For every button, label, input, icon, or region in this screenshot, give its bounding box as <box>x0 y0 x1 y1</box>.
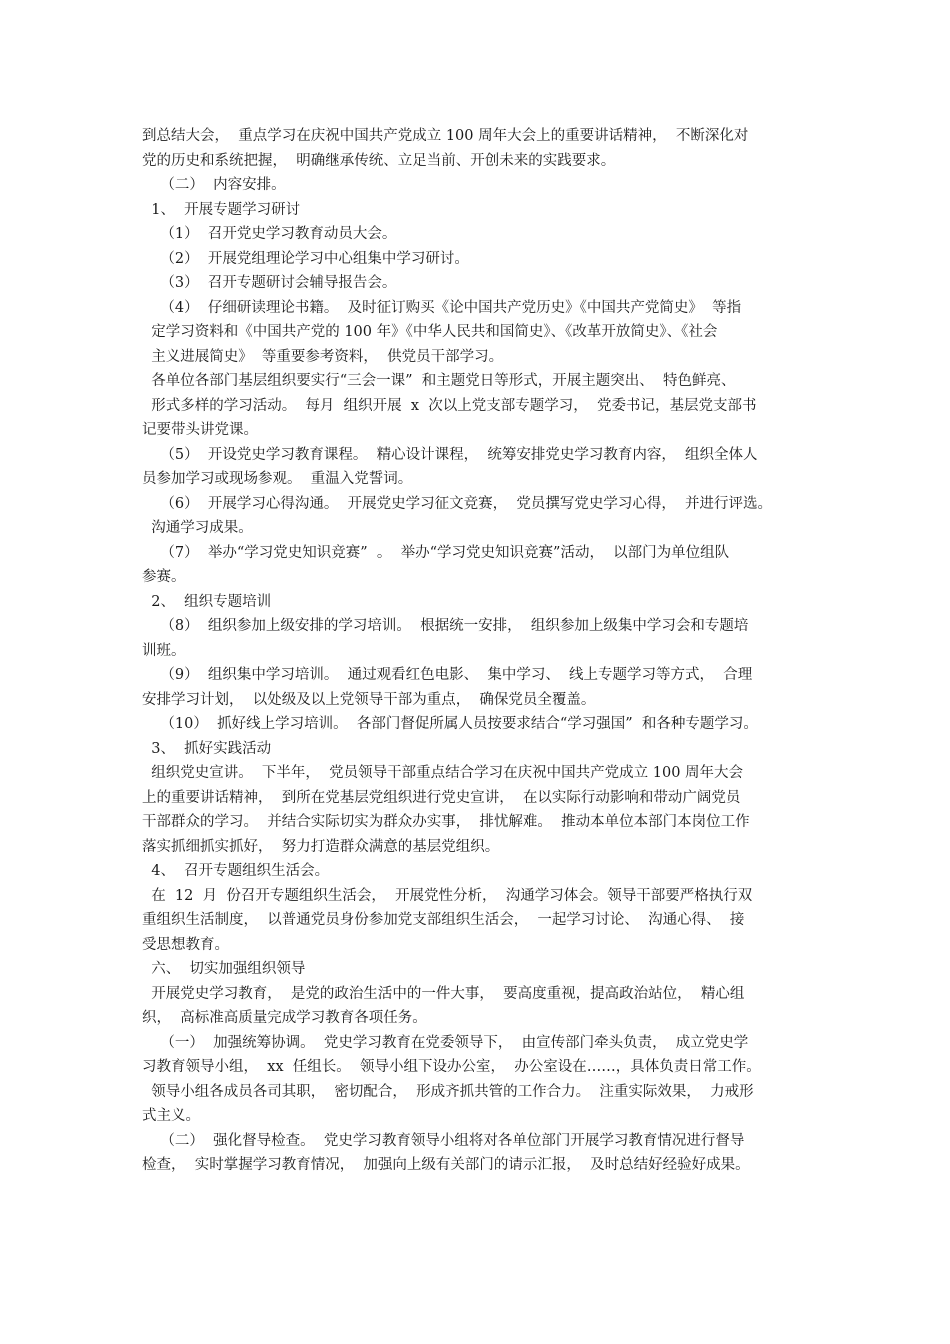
document-body <box>142 124 832 1178</box>
text-line: 员参加学习或现场参观。 重温入党誓词。 <box>142 471 413 487</box>
text-line: 沟通学习成果。 <box>142 520 253 536</box>
section-heading: 2、 组织专题培训 <box>142 593 272 610</box>
list-item: （9） 组织集中学习培训。 通过观看红色电影、 集中学习、 线上专题学习等方式， 合理 <box>142 667 753 683</box>
list-item: （3） 召开专题研讨会辅导报告会。 <box>142 275 397 291</box>
section-heading: 3、 抓好实践活动 <box>142 740 272 757</box>
text-line: 习教育领导小组， xx 任组长。 领导小组下设办公室， 办公室设在……，具体负责日常工作。 <box>142 1059 761 1075</box>
text-line: 落实抓细抓实抓好， 努力打造群众满意的基层党组织。 <box>142 838 500 855</box>
section-heading: 六、 切实加强组织领导 <box>142 961 306 977</box>
text-line: 到总结大会， 重点学习在庆祝中国共产党成立 100 周年大会上的重要讲话精神， 不断深化对 <box>142 128 749 144</box>
list-item: （5） 开设党史学习教育课程。 精心设计课程， 统筹安排党史学习教育内容， 组织全体人 <box>142 446 758 463</box>
list-item: （1） 召开党史学习教育动员大会。 <box>142 226 397 242</box>
text-line: 安排学习计划， 以处级及以上党领导干部为重点， 确保党员全覆盖。 <box>142 691 596 708</box>
text-line: 重组织生活制度， 以普通党员身份参加党支部组织生活会， 一起学习讨论、 沟通心得、 接 <box>142 912 745 928</box>
list-item: （6） 开展学习心得沟通。 开展党史学习征文竞赛， 党员撰写党史学习心得， 并进行评选。 <box>142 495 773 512</box>
list-item: （4） 仔细研读理论书籍。 及时征订购买《论中国共产党历史》《中国共产党简史》 等指 <box>142 299 742 316</box>
text-line: 式主义。 <box>142 1108 200 1124</box>
text-line: 记要带头讲党课。 <box>142 422 258 438</box>
text-line: 定学习资料和《中国共产党的 100 年》《中华人民共和国简史》、《改革开放简史》、《社会 <box>142 324 718 340</box>
list-item: （一） 加强统筹协调。 党史学习教育在党委领导下， 由宣传部门牵头负责， 成立党史学 <box>142 1034 749 1051</box>
list-item: （8） 组织参加上级安排的学习培训。 根据统一安排， 组织参加上级集中学习会和专题培 <box>142 618 749 634</box>
list-item: （2） 开展党组理论学习中心组集中学习研讨。 <box>142 250 469 267</box>
text-line: 检查， 实时掌握学习教育情况， 加强向上级有关部门的请示汇报， 及时总结好经验好成果。 <box>142 1157 750 1173</box>
text-line: 在 12 月 份召开专题组织生活会， 开展党性分析， 沟通学习体会。领导干部要严格执行双 <box>142 887 753 904</box>
section-heading: 1、 开展专题学习研讨 <box>142 201 301 218</box>
text-line: 上的重要讲话精神， 到所在党基层党组织进行党史宣讲， 在以实际行动影响和带动广阔党员 <box>142 789 741 806</box>
text-line: 织， 高标准高质量完成学习教育各项任务。 <box>142 1010 427 1026</box>
text-line: 参赛。 <box>142 569 186 585</box>
text-line: 干部群众的学习。 并结合实际切实为群众办实事， 排忧解难。 推动本单位本部门本岗位工作 <box>142 814 750 830</box>
text-line: 组织党史宣讲。 下半年， 党员领导干部重点结合学习在庆祝中国共产党成立 100 周年大会 <box>142 765 744 781</box>
section-heading: 4、 召开专题组织生活会。 <box>142 863 330 879</box>
text-line: 主义进展简史》 等重要参考资料， 供党员干部学习。 <box>142 348 504 365</box>
text-line: 形式多样的学习活动。 每月 组织开展 x 次以上党支部专题学习， 党委书记，基层党支部书 <box>142 397 757 414</box>
section-heading: （二） 内容安排。 <box>142 177 286 193</box>
text-line: 各单位各部门基层组织要实行“三会一课” 和主题党日等形式，开展主题突出、 特色鲜亮、 <box>142 373 736 389</box>
list-item: （10） 抓好线上学习培训。 各部门督促所属人员按要求结合“学习强国” 和各种专题学习。 <box>142 716 758 732</box>
text-line: 党的历史和系统把握， 明确继承传统、立足当前、开创未来的实践要求。 <box>142 152 616 169</box>
list-item: （二） 强化督导检查。 党史学习教育领导小组将对各单位部门开展学习教育情况进行督导 <box>142 1132 745 1149</box>
text-line: 受思想教育。 <box>142 936 229 953</box>
text-line: 训班。 <box>142 642 186 659</box>
text-line: 开展党史学习教育， 是党的政治生活中的一件大事， 要高度重视，提高政治站位， 精心组 <box>142 985 745 1002</box>
list-item: （7） 举办“学习党史知识竞赛” 。 举办“学习党史知识竞赛”活动， 以部门为单位组队 <box>142 544 730 561</box>
text-line: 领导小组各成员各司其职， 密切配合， 形成齐抓共管的工作合力。 注重实际效果， 力戒形 <box>142 1083 754 1100</box>
